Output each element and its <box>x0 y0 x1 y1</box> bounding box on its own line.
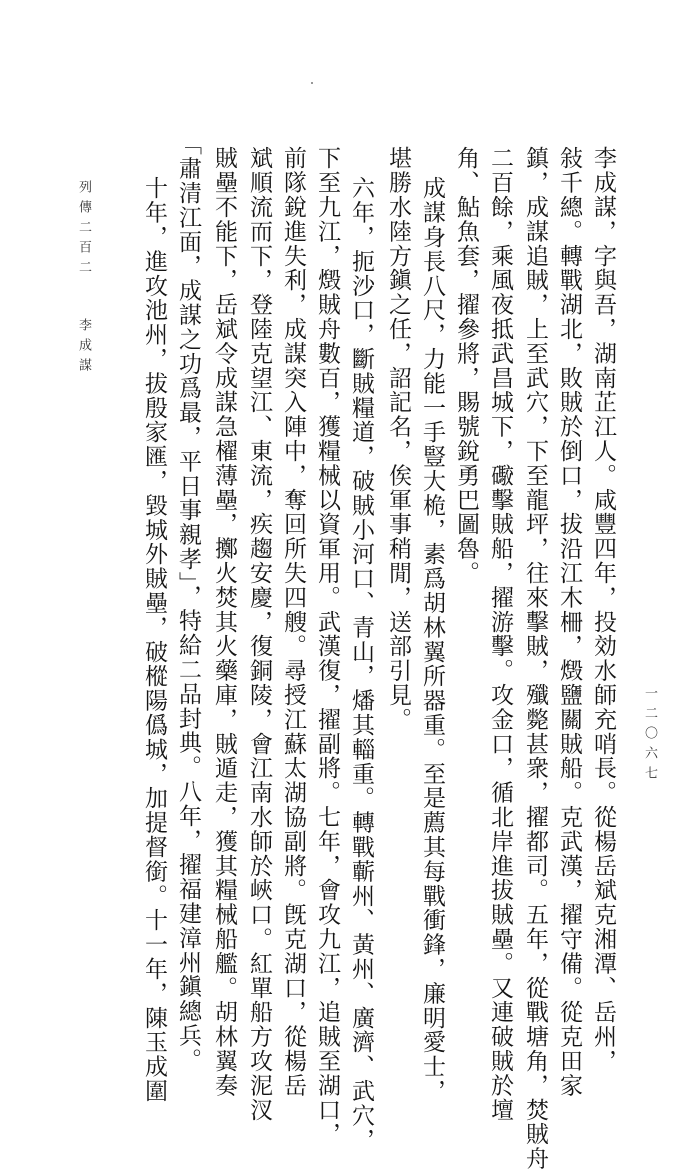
text-column-11: 斌順流而下，登陸克望江、東流，疾趨安慶，復銅陵，會江南水師於峽口。紅單船方攻泥汊 <box>246 146 272 1122</box>
text-column-2: 敍千總。轉戰湖北，敗賊於倒口，拔沿江木柵，燬鹽關賊船。克武漢，擢守備。從克田家 <box>556 146 582 1098</box>
running-head-name: 李成謀 <box>76 318 91 378</box>
text-column-7: 堪勝水陸方鎭之任，詔記名，俟軍事稍閒，送部引見。 <box>385 146 411 732</box>
running-head-section: 列傳二百二 <box>76 180 91 280</box>
text-column-5: 角、鮎魚套，擢參將，賜號銳勇巴圖魯。 <box>453 146 479 586</box>
text-column-6: 成謀身長八尺，力能一手豎大桅，素爲胡林翼所器重。至是薦其每戰衝鋒，廉明愛士， <box>419 176 445 1104</box>
text-column-3: 鎮，成謀追賊，上至武穴，下至龍坪，往來擊賊，殲斃甚衆，擢都司。五年，從戰塘角，焚賊舟 <box>522 146 548 1171</box>
text-column-4: 二百餘，乘風夜抵武昌城下，礮擊賊船，擢游擊。攻金口，循北岸進拔賊壘。又連破賊於壇 <box>487 146 513 1122</box>
text-column-9: 下至九江，燬賊舟數百，獲糧械以資軍用。武漢復，擢副將。七年，會攻九江，追賊至湖口， <box>314 146 340 1147</box>
text-column-13: 「肅清江面，成謀之功爲最，平日事親孝」，特給二品封典。八年，擢福建漳州鎭總兵。 <box>175 132 201 1073</box>
text-column-8: 六年，扼沙口，斷賊糧道，破賊小河口、青山，燔其輜重。轉戰蘄州、黃州、廣濟、武穴， <box>348 176 374 1152</box>
page-speck <box>311 82 313 84</box>
page-number: 一二〇六七 <box>642 686 657 786</box>
text-column-10: 前隊銳進失利，成謀突入陣中，奪回所失四艘。尋授江蘇太湖協副將。旣克湖口，從楊岳 <box>280 146 306 1098</box>
text-column-14: 十年，進攻池州，拔殷家匯，毀城外賊壘，破樅陽僞城，加提督銜。十一年，陳玉成圍 <box>141 176 167 1104</box>
text-column-12: 賊壘不能下，岳斌令成謀急櫂薄壘，擲火焚其火藥庫，賊遁走，獲其糧械船艦。胡林翼奏 <box>211 146 237 1098</box>
text-column-1: 李成謀，字與吾，湖南芷江人。咸豐四年，投効水師充哨長。從楊岳斌克湘潭、岳州， <box>590 146 616 1074</box>
